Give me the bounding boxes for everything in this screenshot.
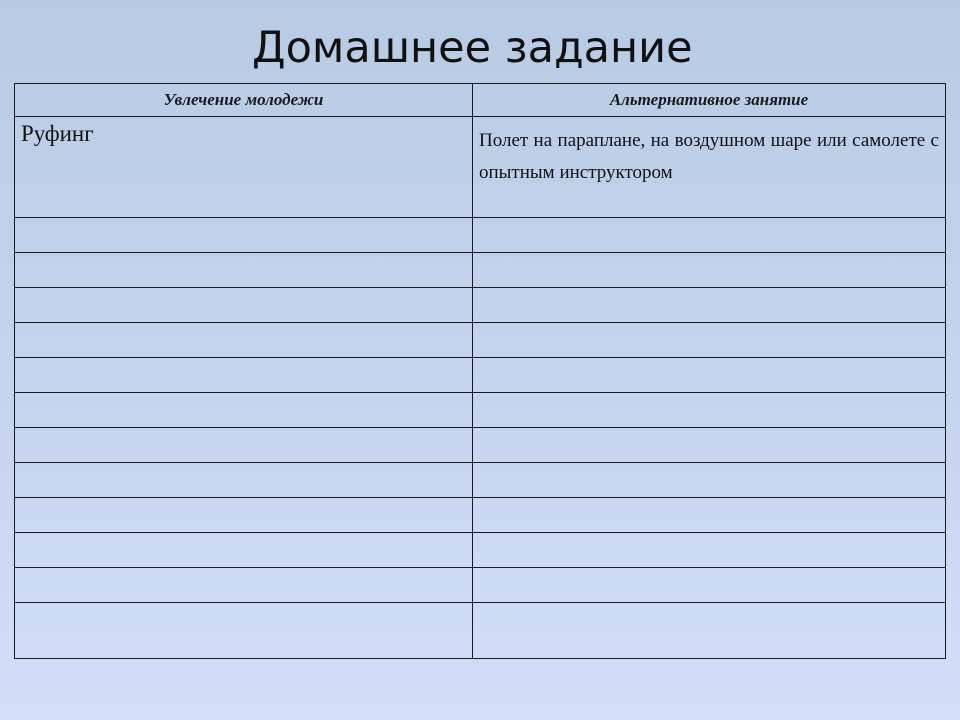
table-row: [15, 533, 946, 568]
table-row: [15, 498, 946, 533]
table-row: [15, 428, 946, 463]
alternative-cell[interactable]: [473, 288, 946, 323]
alternative-cell[interactable]: [473, 218, 946, 253]
alternative-cell[interactable]: [473, 323, 946, 358]
hobby-cell[interactable]: [15, 533, 473, 568]
alternative-cell[interactable]: [473, 393, 946, 428]
table-row: [15, 603, 946, 659]
table-row: [15, 323, 946, 358]
slide-title: Домашнее задание: [252, 23, 693, 73]
table-row: [15, 358, 946, 393]
hobby-cell[interactable]: [15, 253, 473, 288]
alternative-cell[interactable]: [473, 117, 946, 218]
hobby-cell[interactable]: [15, 393, 473, 428]
alternative-cell[interactable]: [473, 463, 946, 498]
table-row: [15, 218, 946, 253]
table-row: [15, 463, 946, 498]
hobby-cell[interactable]: [15, 323, 473, 358]
hobby-text: Руфинг: [21, 121, 94, 146]
alternative-cell[interactable]: [473, 358, 946, 393]
alternative-cell[interactable]: [473, 253, 946, 288]
hobby-cell[interactable]: [15, 117, 473, 218]
table-row: [15, 288, 946, 323]
hobby-cell[interactable]: [15, 288, 473, 323]
hobby-cell[interactable]: [15, 603, 473, 659]
table-row: [15, 568, 946, 603]
hobby-cell[interactable]: [15, 568, 473, 603]
hobby-cell[interactable]: [15, 498, 473, 533]
alternative-cell[interactable]: [473, 428, 946, 463]
alternative-cell[interactable]: [473, 603, 946, 659]
table-header-row: [15, 84, 946, 117]
column-header-hobby: Увлечение молодежи: [15, 84, 473, 117]
hobby-cell[interactable]: [15, 218, 473, 253]
hobby-cell[interactable]: [15, 463, 473, 498]
homework-table: [14, 83, 946, 659]
table-row: [15, 253, 946, 288]
alternative-cell[interactable]: [473, 568, 946, 603]
hobby-cell[interactable]: [15, 358, 473, 393]
alternative-cell[interactable]: [473, 533, 946, 568]
table-row: [15, 393, 946, 428]
alternative-cell[interactable]: [473, 498, 946, 533]
alternative-text: Полет на параплане, на воздушном шаре или самолете с опытным инструктором: [479, 130, 939, 183]
hobby-cell[interactable]: [15, 428, 473, 463]
table-row: [15, 117, 946, 218]
column-header-alternative: Альтернативное занятие: [473, 84, 946, 117]
